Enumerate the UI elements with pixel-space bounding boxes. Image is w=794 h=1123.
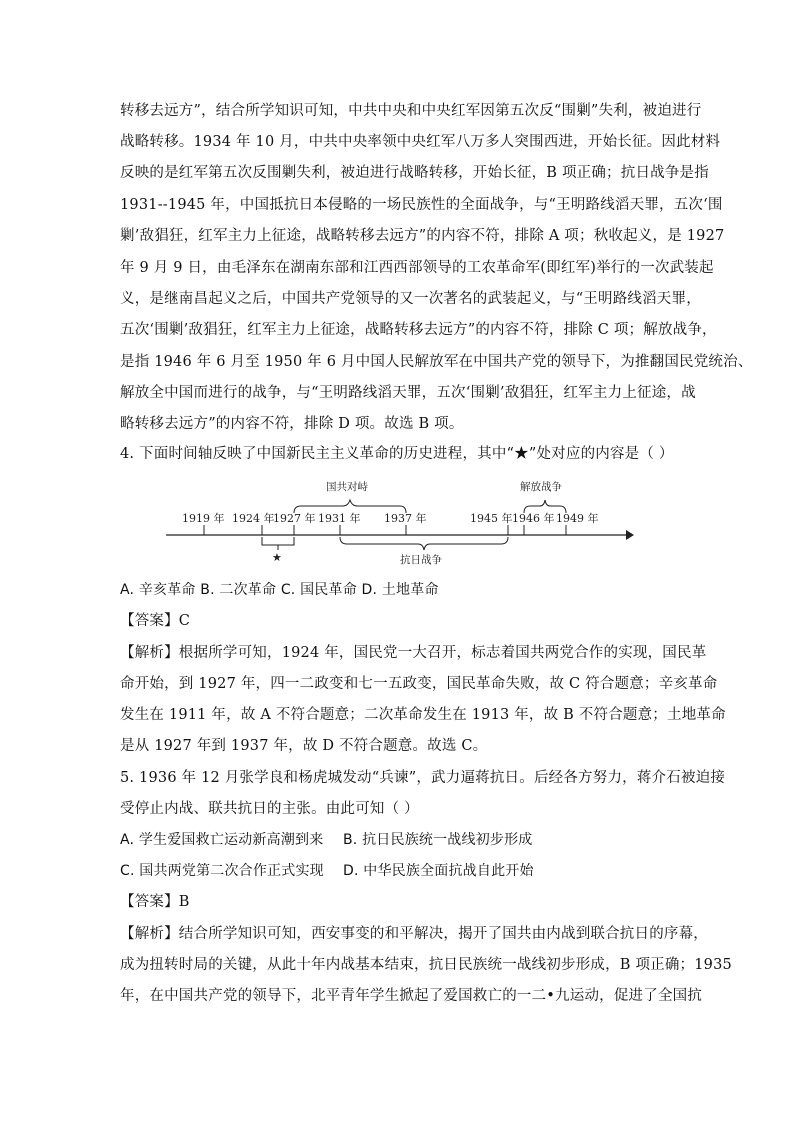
- timeline-diagram: [160, 475, 640, 570]
- year-1946: 1946 年: [512, 512, 555, 525]
- label-kangri: 抗日战争: [400, 554, 442, 566]
- q3-analysis-line-9: 是指 1946 年 6 月至 1950 年 6 月中国人民解放军在中国共产党的领导下，为推翻国民党统治、: [120, 354, 753, 370]
- label-jiefang: 解放战争: [520, 481, 562, 493]
- year-1949: 1949 年: [556, 512, 599, 525]
- q5-option-d: D. 中华民族全面抗战自此开始: [343, 863, 534, 879]
- q3-analysis-line-3: 反映的是红军第五次反围剿失利，被迫进行战略转移，开始长征，B 项正确；抗日战争是指: [120, 165, 709, 181]
- star-marker: ★: [272, 551, 282, 564]
- q3-analysis-line-11: 略转移去远方”的内容不符，排除 D 项。故选 B 项。: [120, 416, 464, 432]
- timeline-arrow: [626, 530, 634, 540]
- q3-analysis-line-5: 剿’敌猖狂，红军主力上征途，战略转移去远方”的内容不符，排除 A 项；秋收起义，是 1927: [120, 228, 725, 244]
- q4-analysis-line-1: 【解析】根据所学可知，1924 年，国民党一大召开，标志着国共两党合作的实现，国民革: [120, 645, 707, 661]
- year-1924: 1924 年: [232, 512, 275, 525]
- bracket-star: [262, 537, 294, 545]
- q5-answer: 【答案】B: [120, 894, 190, 910]
- q4-analysis-line-4: 是从 1927 年到 1937 年，故 D 不符合题意。故选 C。: [120, 738, 488, 754]
- q5-analysis-line-3: 年，在中国共产党的领导下，北平青年学生掀起了爱国救亡的一二•九运动，促进了全国抗: [120, 988, 703, 1004]
- q5-option-c: C. 国共两党第二次合作正式实现: [120, 863, 324, 879]
- q3-analysis-line-1: 转移去远方”，结合所学知识可知，中共中央和中央红军因第五次反“围剿”失利，被迫进行: [120, 103, 702, 119]
- q4-stem: 4. 下面时间轴反映了中国新民主主义革命的历史进程，其中“★”处对应的内容是（ ）: [120, 446, 674, 462]
- q4-analysis-line-2: 命开始，到 1927 年，四一二政变和七一五政变，国民革命失败，故 C 符合题意；辛亥革命: [120, 676, 718, 692]
- year-1919: 1919 年: [182, 512, 225, 525]
- q3-analysis-line-8: 五次‘围剿’敌猖狂，红军主力上征途，战略转移去远方”的内容不符，排除 C 项；解放战争，: [120, 322, 717, 338]
- year-1937: 1937 年: [384, 512, 427, 525]
- q5-option-a: A. 学生爱国救亡运动新高潮到来: [120, 832, 324, 848]
- q4-answer: 【答案】C: [120, 613, 191, 629]
- q5-stem-line-1: 5. 1936 年 12 月张学良和杨虎城发动“兵谏”，武力逼蒋抗日。后经各方努力，蒋介石被迫接: [120, 770, 726, 786]
- label-guogong: 国共对峙: [326, 481, 368, 493]
- year-1945: 1945 年: [470, 512, 513, 525]
- year-1931: 1931 年: [318, 512, 361, 525]
- q5-analysis-line-1: 【解析】结合所学知识可知，西安事变的和平解决，揭开了国共由内战到联合抗日的序幕，: [120, 926, 708, 942]
- q3-analysis-line-6: 年 9 月 9 日，由毛泽东在湖南东部和江西西部领导的工农革命军(即红军)举行的一次武装起: [120, 260, 714, 276]
- q4-analysis-line-3: 发生在 1911 年，故 A 不符合题意；二次革命发生在 1913 年，故 B 不符合题意；土地革命: [120, 707, 726, 723]
- q5-stem-line-2: 受停止内战、联共抗日的主张。由此可知（ ）: [120, 801, 419, 817]
- q5-analysis-line-2: 成为扭转时局的关键，从此十年内战基本结束，抗日民族统一战线初步形成，B 项正确；1935: [120, 957, 732, 973]
- q3-analysis-line-2: 战略转移。1934 年 10 月，中共中央率领中央红军八万多人突围西进，开始长征。因此材料: [120, 134, 721, 150]
- q4-options: A. 辛亥革命 B. 二次革命 C. 国民革命 D. 土地革命: [120, 582, 439, 598]
- q5-option-b: B. 抗日民族统一战线初步形成: [343, 832, 533, 848]
- q3-analysis-line-7: 义，是继南昌起义之后，中国共产党领导的又一次著名的武装起义，与“王明路线滔天罪，: [120, 291, 701, 307]
- q3-analysis-line-4: 1931--1945 年，中国抵抗日本侵略的一场民族性的全面战争，与“王明路线滔天罪，五次‘围: [120, 197, 723, 213]
- year-1927: 1927 年: [273, 512, 316, 525]
- brace-kangri: [340, 537, 508, 550]
- q3-analysis-line-10: 解放全中国而进行的战争，与“王明路线滔天罪，五次‘围剿’敌猖狂，红军主力上征途，战: [120, 385, 696, 401]
